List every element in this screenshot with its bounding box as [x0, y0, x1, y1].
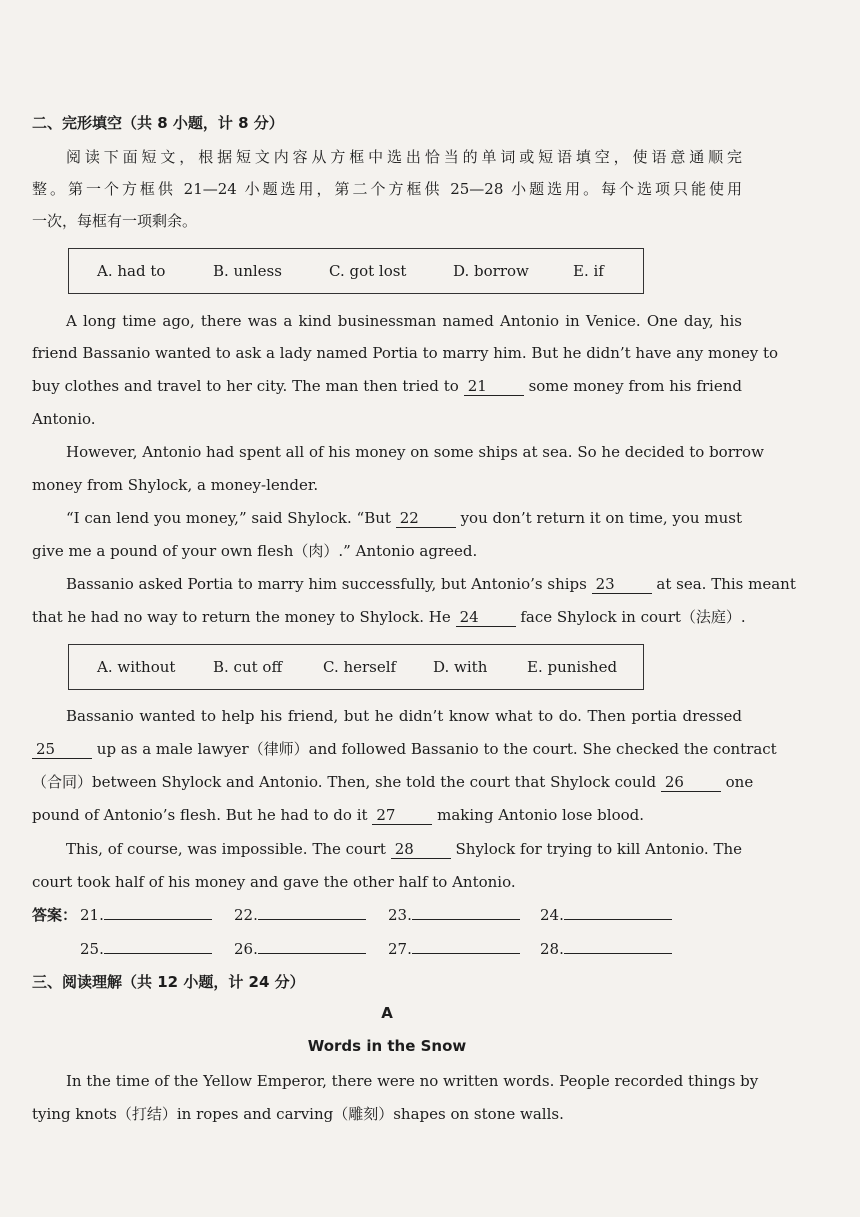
- word-box-1: [68, 248, 644, 294]
- section2-heading: 二、完形填空（共 8 小题，计 8 分）: [32, 114, 284, 132]
- article-title: Words in the Snow: [307, 1037, 467, 1055]
- instruction-line-1: 阅读下面短文，根据短文内容从方框中选出恰当的单词或短语填空，使语意通顺完: [66, 148, 742, 166]
- passage-line: court took half of his money and gave the other half to Antonio.: [32, 873, 516, 891]
- instruction-line-3: 一次，每框有一项剩余。: [32, 212, 198, 230]
- answer-slot[interactable]: 22.: [234, 904, 366, 926]
- passage-line: that he had no way to return the money to Shylock. He 24 face Shylock in court（法庭）.: [32, 608, 746, 626]
- passage-line: A long time ago, there was a kind businessman named Antonio in Venice. One day, his: [66, 312, 742, 330]
- passage-line: “I can lend you money,” said Shylock. “But 22 you don’t return it on time, you must: [66, 509, 742, 527]
- answer-slot[interactable]: 21.: [80, 904, 212, 926]
- passage-line: However, Antonio had spent all of his money on some ships at sea. So he decided to borrow: [66, 443, 764, 461]
- box1-option-c: C. got lost: [329, 262, 407, 280]
- passage-line: （合同）between Shylock and Antonio. Then, she told the court that Shylock could 26 one: [32, 773, 754, 791]
- answer-slot[interactable]: 23.: [388, 904, 520, 926]
- answer-row-1: [32, 904, 742, 926]
- answer-slot[interactable]: 24.: [540, 904, 672, 926]
- instruction-line-2: 整。第一个方框供 21—24 小题选用，第二个方框供 25—28 小题选用。每个选项只能使用: [32, 180, 742, 198]
- answer-slot[interactable]: 25.: [80, 938, 212, 960]
- passage-line: friend Bassanio wanted to ask a lady named Portia to marry him. But he didn’t have any money to: [32, 344, 779, 362]
- answer-slot[interactable]: 28.: [540, 938, 672, 960]
- passage-line: Antonio.: [32, 410, 96, 428]
- blank-27: 27: [372, 806, 432, 825]
- passage-line: money from Shylock, a money-lender.: [32, 476, 319, 494]
- passage-line: 25 up as a male lawyer（律师）and followed Bassanio to the court. She checked the contract: [32, 738, 742, 760]
- blank-22: 22: [396, 509, 456, 528]
- answer-slot[interactable]: 26.: [234, 938, 366, 960]
- box2-option-b: B. cut off: [213, 658, 283, 676]
- answer-row-2: [32, 938, 742, 960]
- box2-option-e: E. punished: [527, 658, 618, 676]
- passage-line: This, of course, was impossible. The court 28 Shylock for trying to kill Antonio. The: [66, 840, 742, 858]
- passage-line: pound of Antonio’s flesh. But he had to do it 27 making Antonio lose blood.: [32, 806, 645, 824]
- part-label: A: [381, 1004, 393, 1022]
- box1-option-b: B. unless: [213, 262, 282, 280]
- passage-line: buy clothes and travel to her city. The man then tried to 21 some money from his friend: [32, 377, 742, 395]
- box1-option-e: E. if: [573, 262, 604, 280]
- box1-option-a: A. had to: [97, 262, 166, 280]
- blank-24: 24: [456, 608, 516, 627]
- blank-23: 23: [592, 575, 652, 594]
- passage-line: Bassanio wanted to help his friend, but he didn’t know what to do. Then portia dressed: [66, 707, 742, 725]
- blank-28: 28: [391, 840, 451, 859]
- passage-line: give me a pound of your own flesh（肉）.” Antonio agreed.: [32, 542, 478, 560]
- passage-line: In the time of the Yellow Emperor, there were no written words. People recorded things by: [66, 1072, 759, 1090]
- blank-25: 25: [32, 740, 92, 759]
- word-box-2: [68, 644, 644, 690]
- passage-line: Bassanio asked Portia to marry him successfully, but Antonio’s ships 23 at sea. This meant: [66, 575, 796, 593]
- box2-option-d: D. with: [433, 658, 488, 676]
- box2-option-c: C. herself: [323, 658, 397, 676]
- box1-option-d: D. borrow: [453, 262, 529, 280]
- box2-option-a: A. without: [97, 658, 176, 676]
- section3-heading: 三、阅读理解（共 12 小题，计 24 分）: [32, 973, 305, 991]
- blank-21: 21: [464, 377, 524, 396]
- blank-26: 26: [661, 773, 721, 792]
- answer-slot[interactable]: 27.: [388, 938, 520, 960]
- answer-label: 答案：: [32, 906, 78, 924]
- passage-line: tying knots（打结）in ropes and carving（雕刻）shapes on stone walls.: [32, 1105, 564, 1123]
